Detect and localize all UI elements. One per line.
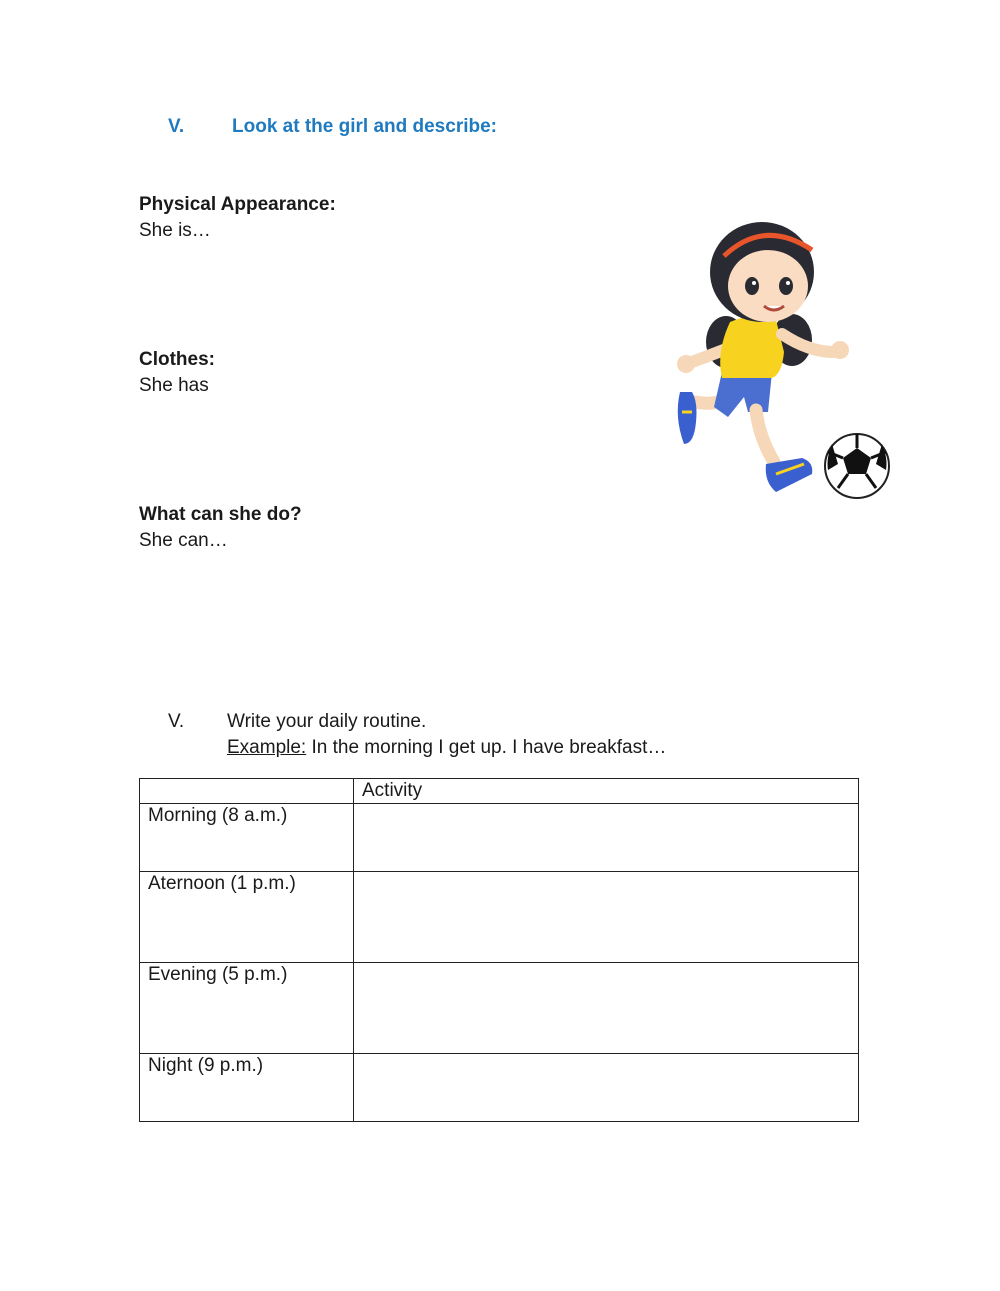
table-row [140,1054,859,1122]
abilities-prompt: She can… [139,530,228,551]
physical-appearance-label: Physical Appearance: [139,194,336,215]
example-text: In the morning I get up. I have breakfast… [306,737,667,758]
header-time-cell [140,779,354,804]
activity-cell[interactable] [354,963,859,1054]
section2-number: V. [168,711,185,732]
example-line [227,737,666,759]
physical-appearance-prompt: She is… [139,220,211,241]
daily-routine-table [139,778,859,1122]
activity-cell[interactable] [354,804,859,872]
time-cell: Evening (5 p.m.) [140,963,354,1054]
section1-title: Look at the girl and describe: [232,116,497,137]
time-cell: Aternoon (1 p.m.) [140,872,354,963]
table-row [140,963,859,1054]
abilities-label: What can she do? [139,504,302,525]
header-activity-cell: Activity [354,779,859,804]
girl-kicking-soccer-ball-icon [664,212,900,502]
time-cell: Morning (8 a.m.) [140,804,354,872]
activity-cell[interactable] [354,872,859,963]
activity-cell[interactable] [354,1054,859,1122]
section2-title: Write your daily routine. [227,711,427,732]
table-row [140,804,859,872]
table-row [140,872,859,963]
section1-number: V. [168,116,185,137]
girl-soccer-illustration [664,212,900,502]
table-header-row [140,779,859,804]
clothes-label: Clothes: [139,349,215,370]
time-cell: Night (9 p.m.) [140,1054,354,1122]
example-label: Example: [227,737,307,758]
clothes-prompt: She has [139,375,209,396]
